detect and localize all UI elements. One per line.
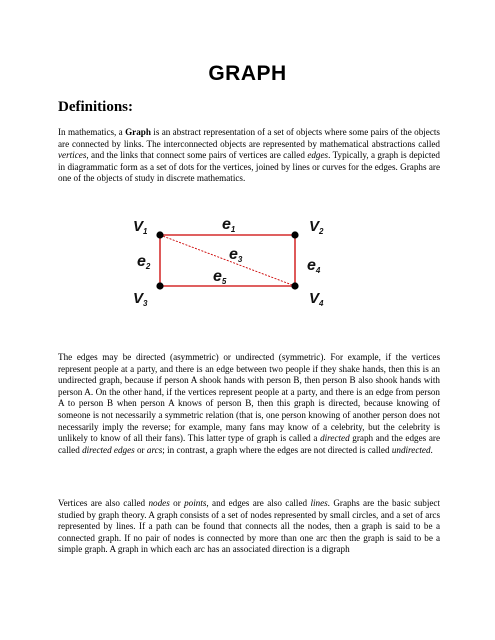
edge-e1-label: e1 [222,216,236,234]
paragraph2-run: arcs [146,444,163,455]
edge-e3-label: e3 [229,246,243,264]
paragraph3-run: Vertices are also called [58,498,149,508]
paragraph1-run: vertices [58,150,87,161]
paragraph3-run: or [169,498,185,508]
vertex-v4-dot [291,282,298,289]
paragraph2-run: . [430,444,433,455]
edge-e5-label: e5 [213,268,227,286]
vertex-v1-label: $V_1$ [133,218,148,236]
paragraph2-run: directed edges [82,444,135,455]
paragraph1-run: edges [307,150,329,161]
paragraph2-run: directed [320,433,350,444]
edge-e5-line [160,235,295,286]
vertex-v4-label: $V_4$ [309,290,324,308]
paragraph-definition [58,127,440,185]
page-title: GRAPH [208,62,287,85]
paragraph1-run: Graph [125,127,151,137]
vertex-v2-dot [291,231,298,238]
paragraph2-run: The edges may be directed (asymmetric) or undirected (symmetric). For example, if the vertices represent people at a party, and there is an edge between two people if they shake hands, then this is an undirected graph, because if person A shook hands with person B, then person B also shook hands with person A. On the other hand, if the vertices represent people at a party, and there is an edge from person A to person B when person A knows of person B, then this graph is directed, because knowing of someone is not necessarily a symmetric relation (that is, one person knowing of another person does not necessarily imply the reverse; for example, many fans may know of a celebrity, but the celebrity is unlikely to know of all their fans). This latter type of graph is called a [58,352,440,444]
paragraph3-run: lines [310,498,328,508]
paragraph-directed [58,352,440,456]
vertex-v3-label: $V_3$ [133,290,148,308]
graph-diagram [125,210,355,310]
paragraph1-run: . Typically, a graph is depicted in diagrammatic form as a set of dots for the vertices, joined by lines or curves for the edges. Graphs are one of the objects of study in discrete mathematics. [58,150,440,184]
paragraph3-run: nodes [148,498,170,508]
vertex-v2-label: $V_2$ [309,218,324,236]
paragraph2-run: undirected [391,444,431,455]
paragraph-vertices [58,498,440,556]
edge-e2-label: e2 [137,253,151,271]
paragraph1-run: In mathematics, a [58,127,126,137]
paragraph3-run: points [184,498,207,508]
paragraph2-run: ; in contrast, a graph where the edges are not directed is called [162,444,392,455]
paragraph3-run: , and edges are also called [206,498,311,508]
paragraph3-run: . Graphs are the basic subject studied by graph theory. A graph consists of a set of nodes represented by small circles, and a set of arcs represented by lines. If a path can be found that connects all the nodes, then a graph is said to be a connected graph. If no pair of nodes is connected by more than one arc then the graph is said to be a simple graph. A graph in which each arc has an associated direction is a digraph [58,498,440,555]
vertex-v3-dot [156,282,163,289]
section-heading: Definitions: [58,99,133,115]
paragraph1-run: , and the links that connect some pairs of vertices are called [86,150,308,161]
paragraph2-run: graph and the edges are called [58,433,440,455]
vertex-v1-dot [156,231,163,238]
paragraph1-run: is an abstract representation of a set of objects where some pairs of the objects are connected by links. The interconnected objects are represented by mathematical abstractions called [58,127,440,149]
edge-e4-label: e4 [307,257,321,275]
paragraph2-run: or [134,444,147,455]
